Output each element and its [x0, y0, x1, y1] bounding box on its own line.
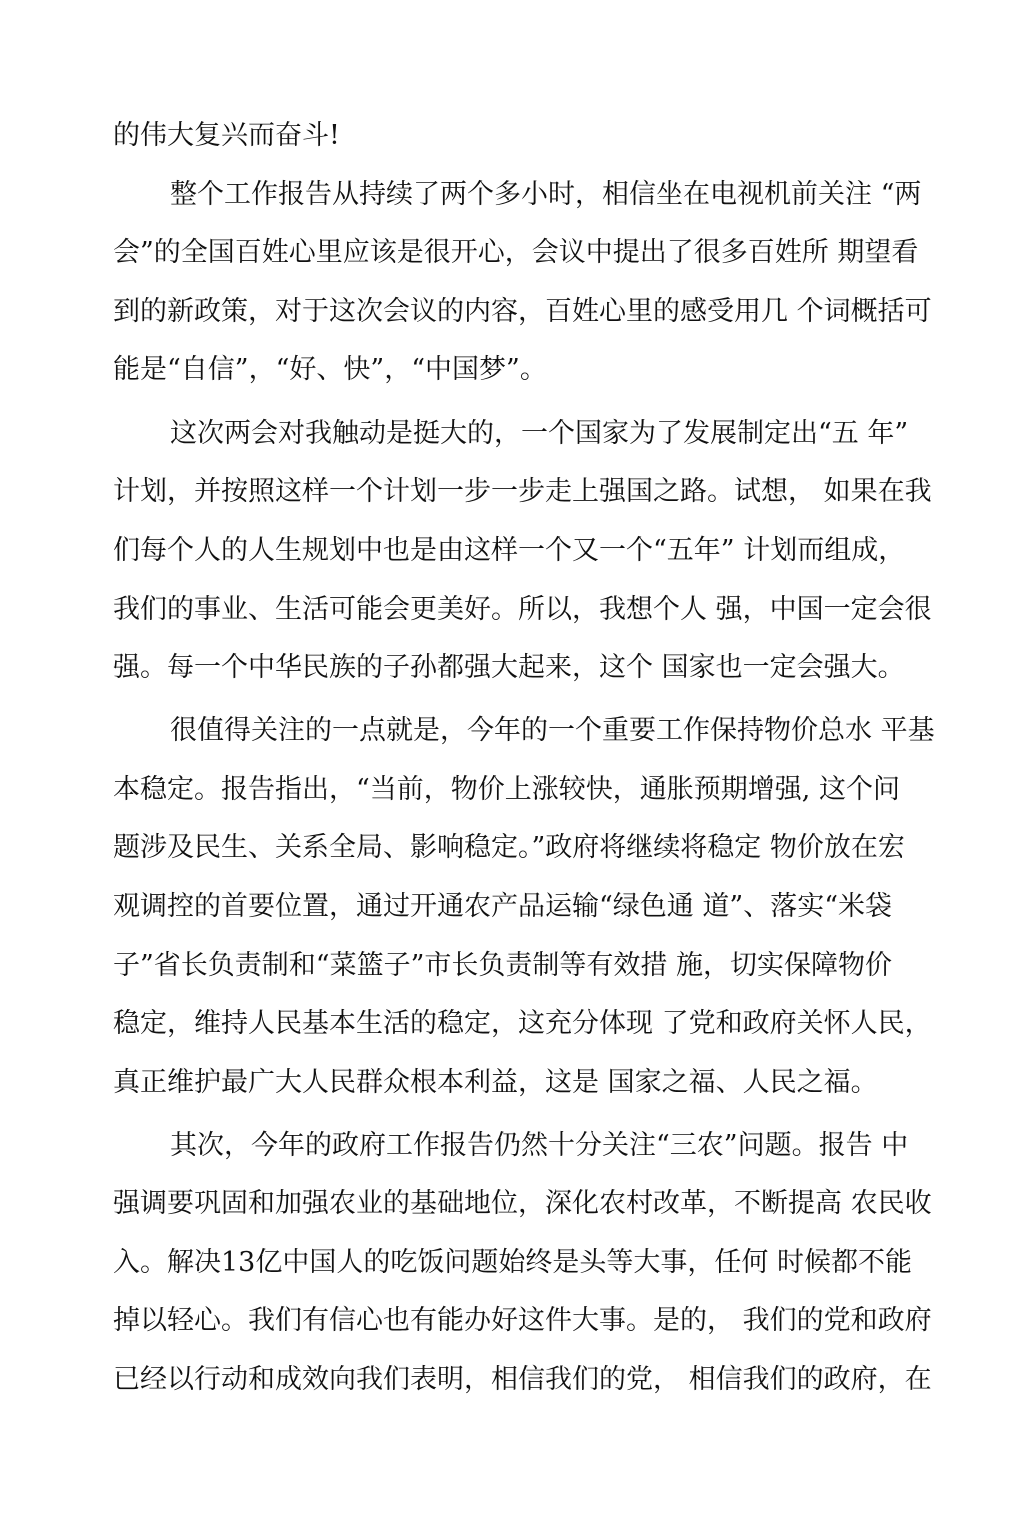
text-line: 真正维护最广大人民群众根本利益，这是 国家之福、人民之福。 — [113, 1067, 878, 1098]
text-line: 能是“自信”，“好、快”，“中国梦”。 — [113, 354, 547, 385]
text-line: 稳定，维持人民基本生活的稳定，这充分体现 了党和政府关怀人民， — [113, 1008, 932, 1039]
text-line: 我们的事业、生活可能会更美好。所以，我想个人 强，中国一定会很 — [113, 594, 932, 625]
text-line: 强调要巩固和加强农业的基础地位，深化农村改革，不断提高 农民收 — [113, 1188, 932, 1219]
text-line: 子”省长负责制和“菜篮子”市长负责制等有效措 施，切实保障物价 — [113, 950, 892, 981]
text-line: 本稳定。报告指出，“当前，物价上涨较快，通胀预期增强, 这个问 — [113, 774, 900, 805]
text-line: 到的新政策，对于这次会议的内容，百姓心里的感受用几 个词概括可 — [113, 296, 932, 327]
paragraph-first-line: 很值得关注的一点就是，今年的一个重要工作保持物价总水 平基 — [170, 715, 935, 746]
text-line: 题涉及民生、关系全局、影响稳定。”政府将继续将稳定 物价放在宏 — [113, 832, 905, 863]
text-line: 强。每一个中华民族的子孙都强大起来，这个 国家也一定会强大。 — [113, 652, 905, 683]
text-line: 的伟大复兴而奋斗! — [113, 120, 340, 151]
text-line: 入。解决13亿中国人的吃饭问题始终是头等大事，任何 时候都不能 — [113, 1247, 912, 1278]
paragraph-first-line: 这次两会对我触动是挺大的，一个国家为了发展制定出“五 年” — [170, 418, 909, 449]
paragraph-first-line: 整个工作报告从持续了两个多小时，相信坐在电视机前关注 “两 — [170, 179, 922, 210]
text-line: 掉以轻心。我们有信心也有能办好这件大事。是的， 我们的党和政府 — [113, 1305, 932, 1336]
text-line: 计划，并按照这样一个计划一步一步走上强国之路。试想， 如果在我 — [113, 476, 932, 507]
paragraph-first-line: 其次，今年的政府工作报告仍然十分关注“三农”问题。报告 中 — [170, 1130, 909, 1161]
text-line: 已经以行动和成效向我们表明，相信我们的党， 相信我们的政府，在 — [113, 1364, 932, 1395]
text-line: 们每个人的人生规划中也是由这样一个又一个“五年” 计划而组成， — [113, 535, 906, 566]
text-line: 观调控的首要位置，通过开通农产品运输“绿色通 道”、落实“米袋 — [113, 891, 892, 922]
text-line: 会”的全国百姓心里应该是很开心，会议中提出了很多百姓所 期望看 — [113, 237, 919, 268]
